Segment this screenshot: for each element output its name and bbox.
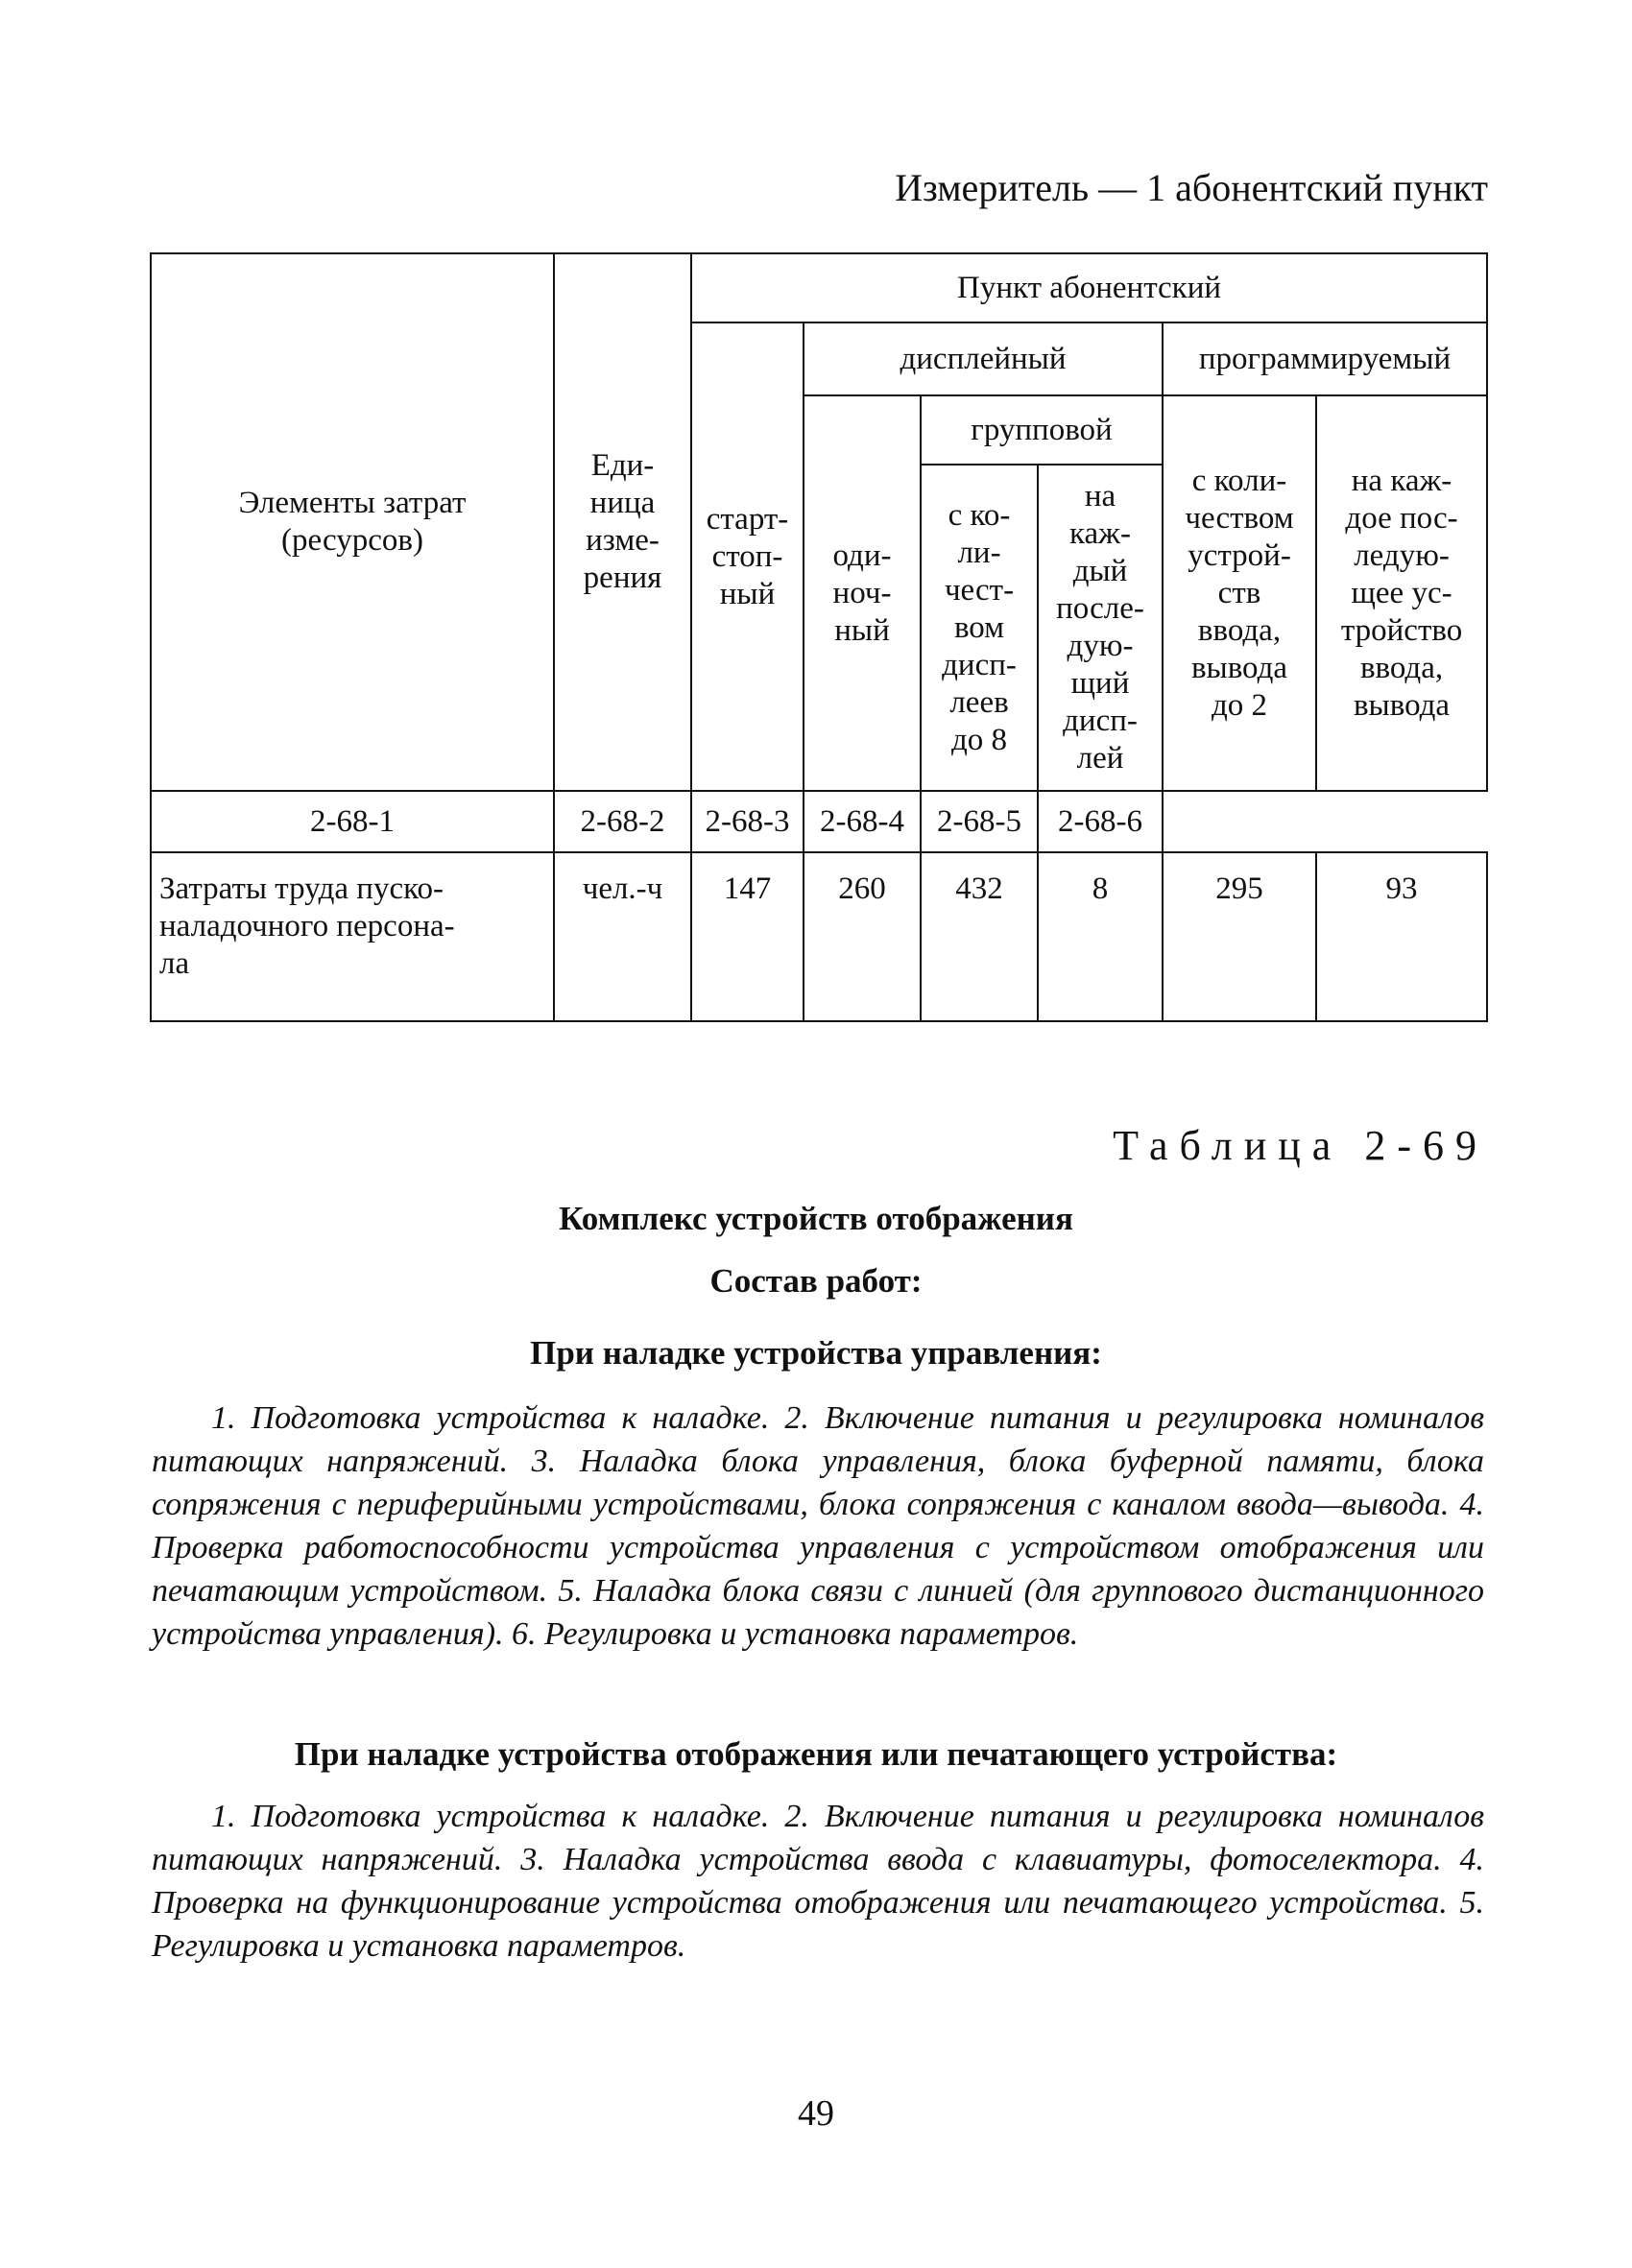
header-startstop: старт- стоп- ный [691, 322, 804, 791]
value-cell: 93 [1316, 852, 1487, 1021]
header-prog-up-to-2: с коли- чеством устрой- ств ввода, вывода до 2 [1163, 395, 1316, 791]
code-cell: 2-68-5 [921, 791, 1038, 852]
section2-heading: При наладке устройства отображения или печатающего устройства: [294, 1735, 1338, 1773]
code-cell: 2-68-4 [804, 791, 921, 852]
table-title: Комплекс устройств отображения [559, 1200, 1073, 1237]
table-row [151, 852, 1487, 1021]
section2-text: 1. Подготовка устройства к наладке. 2. Включение питания и регулировка номиналов питающих напряжений. 3. Наладка устройства ввода с клавиатуры, фотоселектора. 4. Проверка на функционирование устройства отображения или печатающего устройства. 5. Регулировка и установка параметров. [152, 1799, 1484, 1964]
header-unit: Еди- ница изме- рения [554, 253, 691, 791]
cost-table [150, 252, 1488, 1022]
header-programmable: программируемый [1163, 322, 1487, 395]
header-prog-each-next: на каж- дое пос- ледую- щее ус- тройство ввода, вывода [1316, 395, 1487, 791]
page-number: 49 [798, 2093, 834, 2134]
measure-caption: Измеритель — 1 абонентский пункт [895, 166, 1488, 209]
header-group-up-to-8: с ко- ли- чест- вом дисп- леев до 8 [921, 465, 1038, 791]
table-number: Таблица 2-69 [1113, 1122, 1488, 1169]
value-cell: 432 [921, 852, 1038, 1021]
value-cell: 260 [804, 852, 921, 1021]
value-cell: 147 [691, 852, 804, 1021]
header-elements: Элементы затрат (ресурсов) [151, 253, 554, 791]
section1-text: 1. Подготовка устройства к наладке. 2. Включение питания и регулировка номиналов питающих напряжений. 3. Наладка блока управления, блока буферной памяти, блока сопряжения с периферийными устройствами, блока сопряжения с каналом ввода—вывода. 4. Проверка работоспособности устройства управления с устройством отображения или печатающим устройством. 5. Наладка блока связи с линией (для группового дистанционного устройства управления). 6. Регулировка и установка параметров. [152, 1400, 1484, 1652]
work-heading: Состав работ: [709, 1262, 923, 1300]
row-label: Затраты труда пуско- наладочного персона- ла [151, 852, 554, 1021]
value-cell: 8 [1038, 852, 1163, 1021]
header-single: оди- ноч- ный [804, 395, 921, 791]
value-cell: 295 [1163, 852, 1316, 1021]
code-cell: 2-68-3 [691, 791, 804, 852]
section1-heading: При наладке устройства управления: [530, 1334, 1102, 1372]
code-cell: 2-68-1 [151, 791, 554, 852]
header-display: дисплейный [804, 322, 1163, 395]
code-cell: 2-68-2 [554, 791, 691, 852]
row-unit: чел.-ч [554, 852, 691, 1021]
code-cell: 2-68-6 [1038, 791, 1163, 852]
header-subscriber-point: Пункт абонентский [691, 253, 1487, 322]
header-group-each-next: на каж- дый после- дую- щий дисп- лей [1038, 465, 1163, 791]
header-group: групповой [921, 395, 1163, 465]
